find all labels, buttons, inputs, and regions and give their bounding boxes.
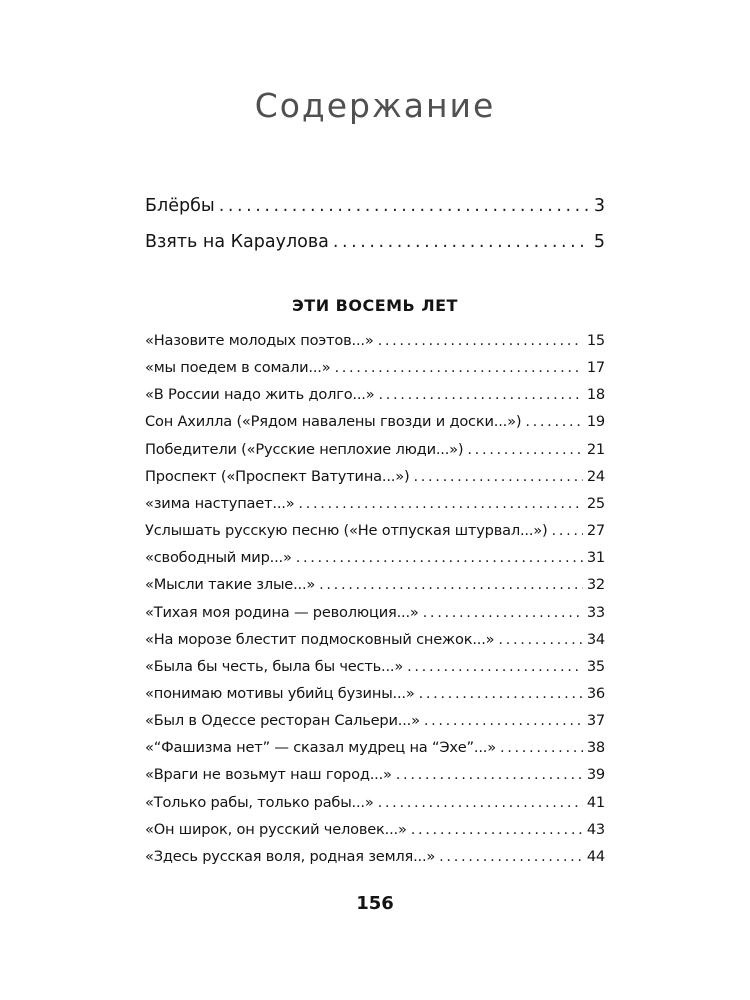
toc-entry-page: 37 xyxy=(586,712,605,730)
toc-entry xyxy=(145,495,605,512)
dot-leader xyxy=(552,522,583,539)
toc-entry-page: 27 xyxy=(586,522,605,540)
toc-entry-page: 41 xyxy=(586,793,605,811)
dot-leader xyxy=(334,359,582,376)
toc-entry xyxy=(145,821,605,838)
toc-entry-page: 3 xyxy=(593,196,605,216)
dot-leader xyxy=(498,631,582,648)
toc-entry xyxy=(145,332,605,349)
dot-leader xyxy=(396,766,583,783)
toc-entry-title: «Он широк, он русский человек...» xyxy=(145,820,407,838)
toc-entry-title: «Только рабы, только рабы...» xyxy=(145,793,374,811)
toc-entry-title: «Враги не возьмут наш город...» xyxy=(145,766,392,784)
toc-entry xyxy=(145,712,605,729)
toc-entry-page: 18 xyxy=(586,386,605,404)
toc-entry-page: 21 xyxy=(586,440,605,458)
toc-entry xyxy=(145,441,605,458)
dot-leader xyxy=(407,658,583,675)
toc-entry-page: 24 xyxy=(586,467,605,485)
dot-leader xyxy=(378,332,583,349)
dot-leader xyxy=(298,495,582,512)
toc-entry-title: «понимаю мотивы убийц бузины...» xyxy=(145,684,415,702)
toc-entry-page: 35 xyxy=(586,657,605,675)
toc-entry-page: 39 xyxy=(586,766,605,784)
toc-entry-title: «“Фашизма нет” — сказал мудрец на “Эхе”...» xyxy=(145,739,496,757)
toc-entry xyxy=(145,549,605,566)
toc-entry-page: 19 xyxy=(586,413,605,431)
toc-entry-title: «Тихая моя родина — революция...» xyxy=(145,603,419,621)
dot-leader xyxy=(424,712,583,729)
dot-leader xyxy=(296,549,583,566)
toc-entry-title: «мы поедем в сомали...» xyxy=(145,359,331,377)
toc-entry-title: «Мысли такие злые...» xyxy=(145,576,316,594)
toc-entry xyxy=(145,604,605,621)
toc-entry xyxy=(145,766,605,783)
dot-leader xyxy=(411,821,583,838)
toc-entry-title: «свободный мир...» xyxy=(145,549,292,567)
toc-entry xyxy=(145,631,605,648)
toc-entry-title: «Здесь русская воля, родная земля...» xyxy=(145,847,436,865)
toc-entry-page: 32 xyxy=(586,576,605,594)
toc-entry-title: Услышать русскую песню («Не отпуская штурвал...») xyxy=(145,522,548,540)
toc-entry xyxy=(145,196,605,216)
toc-entry-page: 44 xyxy=(586,847,605,865)
toc-entry-page: 17 xyxy=(586,359,605,377)
toc-entry xyxy=(145,848,605,865)
toc-entry-title: «В России надо жить долго...» xyxy=(145,386,375,404)
toc-entry-title: «Была бы честь, была бы честь...» xyxy=(145,657,404,675)
dot-leader xyxy=(319,576,583,593)
toc-entry-page: 43 xyxy=(586,820,605,838)
dot-leader xyxy=(439,848,583,865)
dot-leader xyxy=(333,232,590,252)
page-number: 156 xyxy=(356,893,394,914)
toc-entry-page: 33 xyxy=(586,603,605,621)
dot-leader xyxy=(467,441,582,458)
toc-entry-page: 25 xyxy=(586,494,605,512)
toc-entry-title: Проспект («Проспект Ватутина...») xyxy=(145,467,410,485)
dot-leader xyxy=(378,794,583,811)
dot-leader xyxy=(419,685,583,702)
dot-leader xyxy=(423,604,583,621)
toc-entry-title: «Был в Одессе ресторан Сальери...» xyxy=(145,712,420,730)
dot-leader xyxy=(500,739,583,756)
toc-entry-title: «зима наступает...» xyxy=(145,494,295,512)
toc-entry-page: 15 xyxy=(586,332,605,349)
toc-entry xyxy=(145,386,605,403)
toc-entry xyxy=(145,468,605,485)
toc-entry xyxy=(145,232,605,252)
toc-entry-page: 38 xyxy=(586,739,605,757)
toc-entry-page: 36 xyxy=(586,684,605,702)
page-title: Содержание xyxy=(254,86,496,125)
section-heading: ЭТИ ВОСЕМЬ ЛЕТ xyxy=(292,296,458,315)
toc-entry-page: 5 xyxy=(593,232,605,252)
toc-entry xyxy=(145,685,605,702)
toc-entry-page: 31 xyxy=(586,549,605,567)
toc-entry-page: 34 xyxy=(586,630,605,648)
toc-entry-title: «На морозе блестит подмосковный снежок...» xyxy=(145,630,495,648)
dot-leader xyxy=(525,413,583,430)
toc-entry xyxy=(145,359,605,376)
toc-entry xyxy=(145,658,605,675)
dot-leader xyxy=(378,386,582,403)
toc-entry xyxy=(145,739,605,756)
toc-entry xyxy=(145,522,605,539)
toc-entry xyxy=(145,576,605,593)
dot-leader xyxy=(219,196,590,216)
toc-entry-title: Сон Ахилла («Рядом навалены гвозди и доски...») xyxy=(145,413,522,431)
toc-entry-title: Взять на Караулова xyxy=(145,232,329,252)
toc-entry-title: Блёрбы xyxy=(145,196,215,216)
toc-entry xyxy=(145,794,605,811)
dot-leader xyxy=(413,468,582,485)
toc-entry xyxy=(145,413,605,430)
toc-entry-title: «Назовите молодых поэтов...» xyxy=(145,332,374,349)
toc-entry-title: Победители («Русские неплохие люди...») xyxy=(145,440,464,458)
